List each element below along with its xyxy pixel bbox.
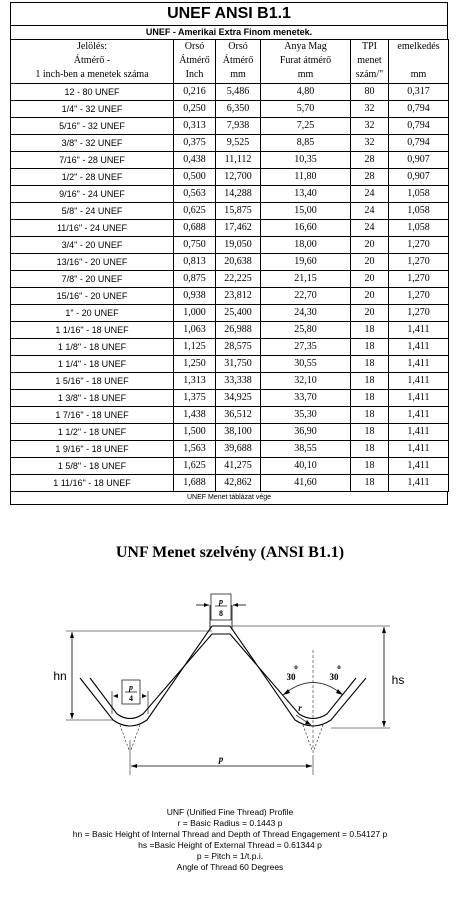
table-row bbox=[11, 305, 449, 322]
table-cell: 1 5/8" - 18 UNEF bbox=[11, 458, 174, 475]
table-row bbox=[11, 152, 449, 169]
table-cell: 1 11/16" - 18 UNEF bbox=[11, 475, 174, 492]
table-cell: 1,411 bbox=[389, 390, 449, 407]
table-cell: 4,80 bbox=[261, 84, 351, 101]
p4-numerator: p bbox=[129, 683, 133, 692]
table-body bbox=[11, 84, 449, 492]
table-cell: 3/8" - 32 UNEF bbox=[11, 135, 174, 152]
table-cell: 1,058 bbox=[389, 220, 449, 237]
table-subtitle: UNEF - Amerikai Extra Finom menetek. bbox=[10, 25, 448, 39]
table-cell: 16,60 bbox=[261, 220, 351, 237]
table-cell: 11,112 bbox=[216, 152, 261, 169]
table-row bbox=[11, 118, 449, 135]
angle-right-label: 30 bbox=[329, 672, 339, 682]
table-cell: 18 bbox=[351, 441, 389, 458]
table-cell: 1,563 bbox=[174, 441, 216, 458]
profile-note-line: UNF (Unified Fine Thread) Profile bbox=[166, 807, 294, 817]
table-cell: 1,411 bbox=[389, 458, 449, 475]
table-cell: 1,270 bbox=[389, 254, 449, 271]
table-row bbox=[11, 441, 449, 458]
profile-notes bbox=[0, 807, 460, 873]
table-cell: 42,862 bbox=[216, 475, 261, 492]
column-header bbox=[216, 40, 261, 84]
column-header-line: Orsó bbox=[184, 41, 205, 52]
table-row bbox=[11, 186, 449, 203]
column-header-line: Átmérő - bbox=[73, 55, 111, 66]
column-header-line: Orsó bbox=[228, 41, 248, 52]
profile-note-line: p = Pitch = 1/t.p.i. bbox=[196, 851, 264, 861]
table-cell: 1,411 bbox=[389, 373, 449, 390]
table-cell: 34,925 bbox=[216, 390, 261, 407]
table-cell: 1,411 bbox=[389, 441, 449, 458]
table-cell: 1 1/4" - 18 UNEF bbox=[11, 356, 174, 373]
thread-profile-diagram bbox=[0, 590, 460, 805]
table-cell: 26,988 bbox=[216, 322, 261, 339]
table-cell: 1,411 bbox=[389, 407, 449, 424]
table-cell: 0,500 bbox=[174, 169, 216, 186]
table-cell: 0,688 bbox=[174, 220, 216, 237]
profile-note-line: hn = Basic Height of Internal Thread and Depth of Thread Engagement = 0.54127 p bbox=[72, 829, 388, 839]
column-header-line bbox=[389, 54, 448, 68]
column-header-line: Anya Mag bbox=[284, 41, 327, 52]
table-row bbox=[11, 322, 449, 339]
table-row bbox=[11, 407, 449, 424]
table-cell: 0,625 bbox=[174, 203, 216, 220]
table-cell: 7/8" - 20 UNEF bbox=[11, 271, 174, 288]
table-cell: 1,313 bbox=[174, 373, 216, 390]
table-cell: 18 bbox=[351, 458, 389, 475]
table-cell: 0,907 bbox=[389, 169, 449, 186]
table-cell: 7/16" - 28 UNEF bbox=[11, 152, 174, 169]
column-header-line: Átmérő bbox=[179, 55, 210, 66]
table-cell: 18 bbox=[351, 339, 389, 356]
thread-inner-profile bbox=[90, 634, 356, 719]
unef-table bbox=[10, 39, 449, 492]
column-header-line: mm bbox=[410, 69, 427, 80]
table-cell: 18 bbox=[351, 407, 389, 424]
table-cell: 80 bbox=[351, 84, 389, 101]
table-cell: 1 1/2" - 18 UNEF bbox=[11, 424, 174, 441]
table-cell: 1 1/16" - 18 UNEF bbox=[11, 322, 174, 339]
table-cell: 1 3/8" - 18 UNEF bbox=[11, 390, 174, 407]
table-cell: 32,10 bbox=[261, 373, 351, 390]
table-cell: 1,411 bbox=[389, 475, 449, 492]
table-cell: 0,750 bbox=[174, 237, 216, 254]
table-row bbox=[11, 101, 449, 118]
column-header bbox=[11, 40, 174, 84]
table-cell: 40,10 bbox=[261, 458, 351, 475]
p4-denominator: 4 bbox=[129, 694, 133, 703]
table-cell: 28 bbox=[351, 169, 389, 186]
angle-left-label: 30 bbox=[286, 672, 296, 682]
table-cell: 23,812 bbox=[216, 288, 261, 305]
table-cell: 1" - 20 UNEF bbox=[11, 305, 174, 322]
table-cell: 20 bbox=[351, 254, 389, 271]
table-cell: 18,00 bbox=[261, 237, 351, 254]
table-cell: 36,90 bbox=[261, 424, 351, 441]
table-row bbox=[11, 373, 449, 390]
column-header-line: 1 inch-ben a menetek száma bbox=[35, 69, 149, 80]
radius-label: r bbox=[298, 703, 302, 713]
table-cell: 27,35 bbox=[261, 339, 351, 356]
column-header-line: mm bbox=[230, 69, 246, 80]
column-header-line: emelkedés bbox=[397, 41, 440, 52]
table-cell: 1,250 bbox=[174, 356, 216, 373]
table-cell: 0,438 bbox=[174, 152, 216, 169]
table-cell: 18 bbox=[351, 322, 389, 339]
table-cell: 0,813 bbox=[174, 254, 216, 271]
table-cell: 1/2" - 28 UNEF bbox=[11, 169, 174, 186]
table-row bbox=[11, 254, 449, 271]
table-row bbox=[11, 475, 449, 492]
table-cell: 10,35 bbox=[261, 152, 351, 169]
hs-label: hs bbox=[391, 673, 405, 687]
table-cell: 32 bbox=[351, 101, 389, 118]
table-row bbox=[11, 390, 449, 407]
column-header bbox=[261, 40, 351, 84]
table-cell: 5/8" - 24 UNEF bbox=[11, 203, 174, 220]
table-cell: 1 9/16" - 18 UNEF bbox=[11, 441, 174, 458]
unef-table-section bbox=[10, 2, 448, 505]
table-row bbox=[11, 424, 449, 441]
table-cell: 13/16" - 20 UNEF bbox=[11, 254, 174, 271]
table-cell: 32 bbox=[351, 135, 389, 152]
table-cell: 22,70 bbox=[261, 288, 351, 305]
column-header-line: menet bbox=[357, 55, 382, 66]
table-cell: 18 bbox=[351, 424, 389, 441]
column-header-line: Átmérő bbox=[222, 55, 254, 66]
table-cell: 0,313 bbox=[174, 118, 216, 135]
column-header bbox=[389, 40, 449, 84]
column-header-line: Jelölés: bbox=[77, 41, 107, 52]
table-cell: 30,55 bbox=[261, 356, 351, 373]
table-row bbox=[11, 135, 449, 152]
table-cell: 35,30 bbox=[261, 407, 351, 424]
table-cell: 20,638 bbox=[216, 254, 261, 271]
table-cell: 1/4" - 32 UNEF bbox=[11, 101, 174, 118]
table-row bbox=[11, 339, 449, 356]
p8-numerator: p bbox=[219, 597, 223, 606]
table-cell: 1,125 bbox=[174, 339, 216, 356]
table-cell: 1,500 bbox=[174, 424, 216, 441]
table-cell: 5/16" - 32 UNEF bbox=[11, 118, 174, 135]
table-cell: 1,000 bbox=[174, 305, 216, 322]
table-cell: 28,575 bbox=[216, 339, 261, 356]
table-cell: 38,100 bbox=[216, 424, 261, 441]
table-cell: 1 7/16" - 18 UNEF bbox=[11, 407, 174, 424]
table-row bbox=[11, 169, 449, 186]
table-cell: 1,411 bbox=[389, 322, 449, 339]
table-cell: 33,70 bbox=[261, 390, 351, 407]
column-header-line: mm bbox=[297, 69, 314, 80]
table-cell: 11/16" - 24 UNEF bbox=[11, 220, 174, 237]
table-cell: 1,270 bbox=[389, 271, 449, 288]
column-header bbox=[174, 40, 216, 84]
table-cell: 24 bbox=[351, 220, 389, 237]
table-cell: 3/4" - 20 UNEF bbox=[11, 237, 174, 254]
table-cell: 20 bbox=[351, 271, 389, 288]
table-cell: 0,317 bbox=[389, 84, 449, 101]
table-row bbox=[11, 220, 449, 237]
table-cell: 14,288 bbox=[216, 186, 261, 203]
table-cell: 18 bbox=[351, 475, 389, 492]
table-cell: 18 bbox=[351, 390, 389, 407]
table-cell: 0,375 bbox=[174, 135, 216, 152]
p8-denominator: 8 bbox=[219, 609, 223, 618]
table-cell: 1,270 bbox=[389, 305, 449, 322]
table-cell: 1 1/8" - 18 UNEF bbox=[11, 339, 174, 356]
thread-outer-profile bbox=[80, 626, 366, 726]
table-cell: 39,688 bbox=[216, 441, 261, 458]
table-cell: 36,512 bbox=[216, 407, 261, 424]
table-cell: 20 bbox=[351, 237, 389, 254]
table-cell: 7,938 bbox=[216, 118, 261, 135]
table-cell: 13,40 bbox=[261, 186, 351, 203]
table-row bbox=[11, 288, 449, 305]
hn-label: hn bbox=[53, 669, 67, 683]
profile-title: UNF Menet szelvény (ANSI B1.1) bbox=[115, 544, 345, 561]
table-cell: 21,15 bbox=[261, 271, 351, 288]
table-cell: 1,270 bbox=[389, 288, 449, 305]
table-cell: 24 bbox=[351, 203, 389, 220]
table-cell: 1,625 bbox=[174, 458, 216, 475]
table-cell: 1,438 bbox=[174, 407, 216, 424]
table-cell: 1,375 bbox=[174, 390, 216, 407]
profile-note-line: hs =Basic Height of External Thread = 0.61344 p bbox=[138, 840, 322, 850]
table-cell: 1 5/16" - 18 UNEF bbox=[11, 373, 174, 390]
table-cell: 1,270 bbox=[389, 237, 449, 254]
table-cell: 20 bbox=[351, 288, 389, 305]
table-cell: 12,700 bbox=[216, 169, 261, 186]
table-cell: 25,80 bbox=[261, 322, 351, 339]
table-cell: 19,050 bbox=[216, 237, 261, 254]
table-cell: 15,875 bbox=[216, 203, 261, 220]
column-header bbox=[351, 40, 389, 84]
table-cell: 24 bbox=[351, 186, 389, 203]
table-cell: 9,525 bbox=[216, 135, 261, 152]
table-title: UNEF ANSI B1.1 bbox=[10, 2, 448, 25]
table-cell: 18 bbox=[351, 373, 389, 390]
table-cell: 19,60 bbox=[261, 254, 351, 271]
table-cell: 7,25 bbox=[261, 118, 351, 135]
column-header-line: TPI bbox=[362, 41, 377, 52]
table-row bbox=[11, 356, 449, 373]
table-cell: 1,411 bbox=[389, 424, 449, 441]
table-cell: 1,058 bbox=[389, 203, 449, 220]
table-cell: 0,794 bbox=[389, 101, 449, 118]
table-cell: 15,00 bbox=[261, 203, 351, 220]
table-cell: 18 bbox=[351, 356, 389, 373]
table-cell: 0,250 bbox=[174, 101, 216, 118]
table-cell: 1,063 bbox=[174, 322, 216, 339]
angle-arc bbox=[283, 683, 343, 696]
column-header-line: szám/" bbox=[355, 69, 384, 80]
profile-note-line: r = Basic Radius = 0.1443 p bbox=[177, 818, 283, 828]
table-row bbox=[11, 237, 449, 254]
table-row bbox=[11, 458, 449, 475]
table-cell: 25,400 bbox=[216, 305, 261, 322]
table-footer: UNEF Menet táblázat vége bbox=[10, 492, 448, 505]
table-cell: 5,70 bbox=[261, 101, 351, 118]
table-cell: 15/16" - 20 UNEF bbox=[11, 288, 174, 305]
table-cell: 1,688 bbox=[174, 475, 216, 492]
table-cell: 0,938 bbox=[174, 288, 216, 305]
table-row bbox=[11, 203, 449, 220]
table-cell: 1,058 bbox=[389, 186, 449, 203]
table-cell: 41,60 bbox=[261, 475, 351, 492]
table-row bbox=[11, 271, 449, 288]
table-header-row bbox=[11, 40, 449, 84]
table-cell: 0,794 bbox=[389, 118, 449, 135]
table-cell: 33,338 bbox=[216, 373, 261, 390]
table-cell: 9/16" - 24 UNEF bbox=[11, 186, 174, 203]
profile-note-line: Angle of Thread 60 Degrees bbox=[176, 862, 284, 872]
table-cell: 28 bbox=[351, 152, 389, 169]
angle-right-degree: o bbox=[337, 663, 341, 671]
table-cell: 1,411 bbox=[389, 339, 449, 356]
table-cell: 24,30 bbox=[261, 305, 351, 322]
table-cell: 31,750 bbox=[216, 356, 261, 373]
table-cell: 11,80 bbox=[261, 169, 351, 186]
table-cell: 0,875 bbox=[174, 271, 216, 288]
angle-left-degree: o bbox=[294, 663, 298, 671]
column-header-line: Furat átmérő bbox=[279, 55, 332, 66]
table-cell: 0,907 bbox=[389, 152, 449, 169]
table-row bbox=[11, 84, 449, 101]
column-header-line: Inch bbox=[185, 69, 204, 80]
table-cell: 0,563 bbox=[174, 186, 216, 203]
table-cell: 1,411 bbox=[389, 356, 449, 373]
table-cell: 38,55 bbox=[261, 441, 351, 458]
table-cell: 0,216 bbox=[174, 84, 216, 101]
table-cell: 8,85 bbox=[261, 135, 351, 152]
table-cell: 32 bbox=[351, 118, 389, 135]
table-cell: 41,275 bbox=[216, 458, 261, 475]
table-cell: 0,794 bbox=[389, 135, 449, 152]
table-cell: 5,486 bbox=[216, 84, 261, 101]
table-cell: 6,350 bbox=[216, 101, 261, 118]
table-cell: 22,225 bbox=[216, 271, 261, 288]
table-cell: 17,462 bbox=[216, 220, 261, 237]
table-cell: 12 - 80 UNEF bbox=[11, 84, 174, 101]
table-cell: 20 bbox=[351, 305, 389, 322]
pitch-label: p bbox=[218, 754, 224, 764]
